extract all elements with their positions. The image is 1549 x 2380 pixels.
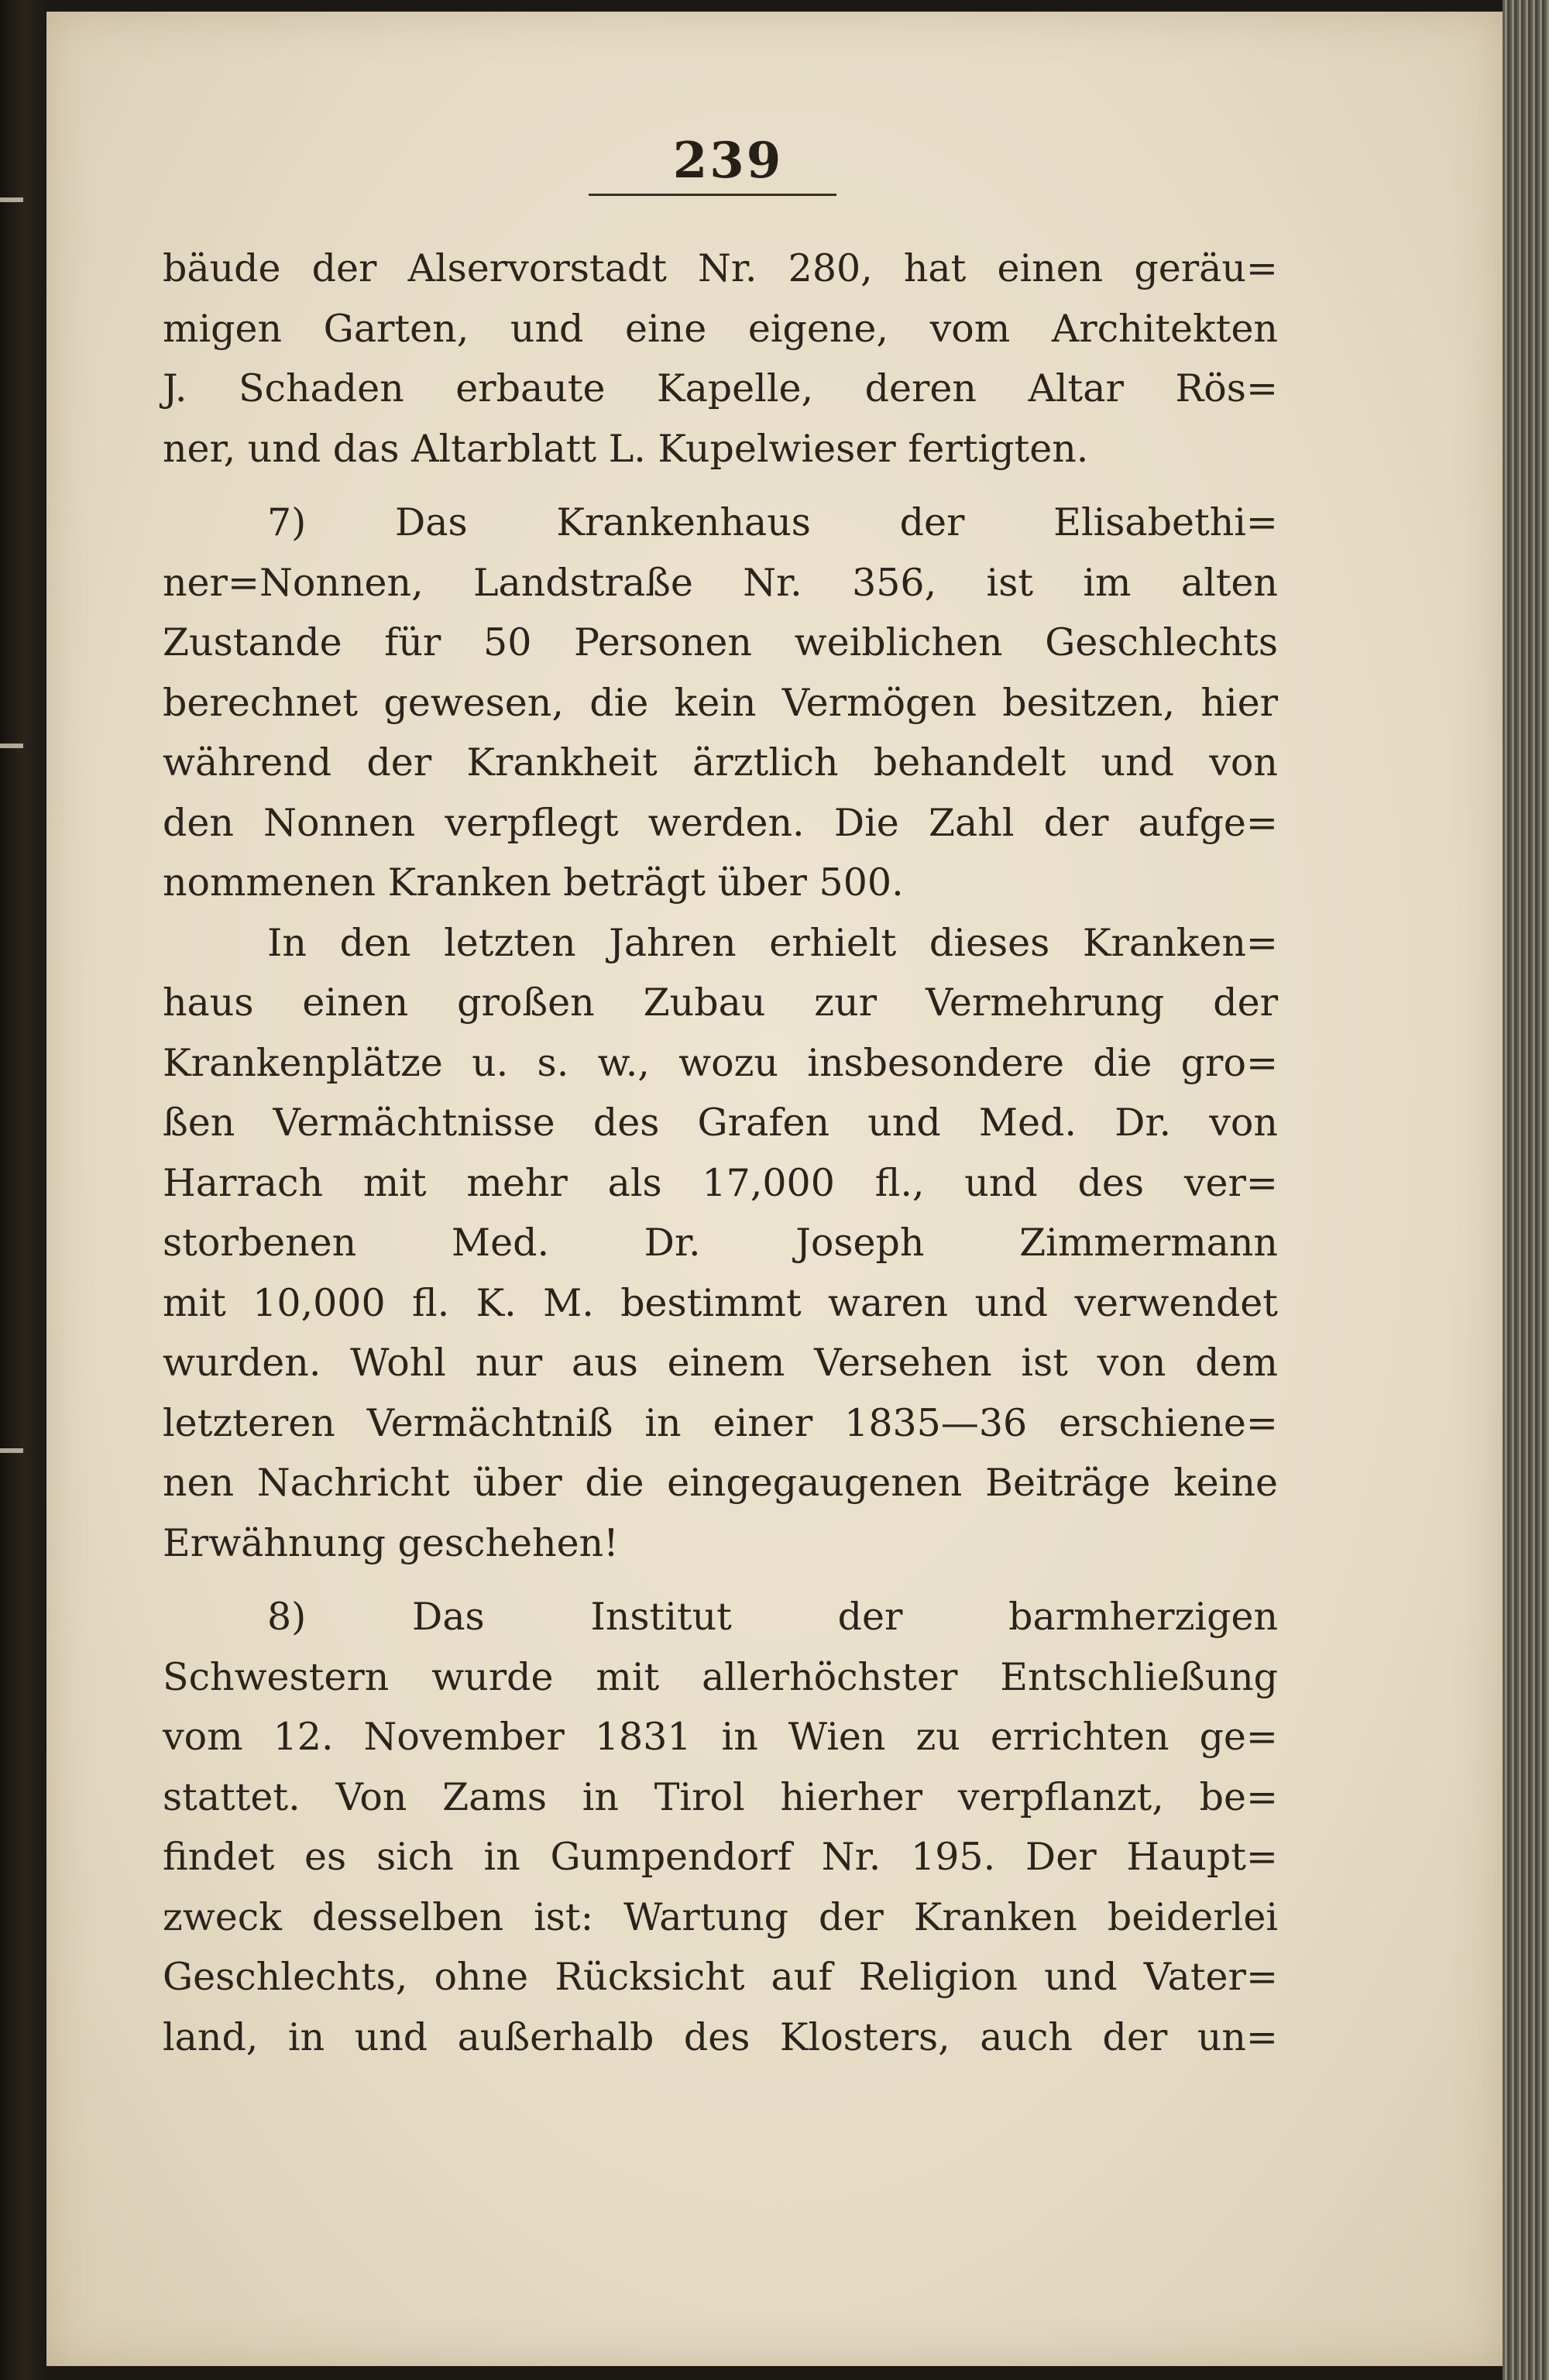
binding-thread <box>0 197 23 202</box>
text-line: Geschlechts, ohne Rücksicht auf Religion und Vater= <box>163 1955 1278 1999</box>
text-line: wurden. Wohl nur aus einem Versehen ist von dem <box>163 1341 1278 1385</box>
binding-thread <box>0 744 23 748</box>
text-line: findet es sich in Gumpendorf Nr. 195. Der Haupt= <box>163 1835 1278 1879</box>
page-edge <box>1503 0 1549 2380</box>
text-line: stattet. Von Zams in Tirol hierher verpflanzt, be= <box>163 1774 1278 1819</box>
text-line: Krankenplätze u. s. w., wozu insbesondere die gro= <box>163 1040 1278 1085</box>
text-line: vom 12. November 1831 in Wien zu errichten ge= <box>163 1715 1278 1759</box>
text-line: den Nonnen verpflegt werden. Die Zahl der aufge= <box>163 800 1278 845</box>
text-line: Zustande für 50 Personen weiblichen Geschlechts <box>163 620 1278 665</box>
text-line: Schwestern wurde mit allerhöchster Entschließung <box>163 1654 1278 1699</box>
paragraph <box>163 913 1278 1574</box>
body-text <box>163 239 1278 2067</box>
text-line: nommenen Kranken beträgt über 500. <box>163 860 904 905</box>
text-line: letzteren Vermächtniß in einer 1835—36 erschiene= <box>163 1400 1278 1445</box>
text-line: mit 10,000 fl. K. M. bestimmt waren und verwendet <box>163 1280 1278 1325</box>
text-line: J. Schaden erbaute Kapelle, deren Altar Rös= <box>163 366 1278 410</box>
text-line: nen Nachricht über die eingegaugenen Beiträge keine <box>163 1461 1278 1505</box>
text-line: In den letzten Jahren erhielt dieses Kranken= <box>267 920 1278 965</box>
text-line: storbenen Med. Dr. Joseph Zimmermann <box>163 1221 1278 1265</box>
text-line: berechnet gewesen, die kein Vermögen besitzen, hier <box>163 680 1278 725</box>
text-line: migen Garten, und eine eigene, vom Architekten <box>163 306 1278 351</box>
text-line: 8) Das Institut der barmherzigen <box>267 1595 1278 1639</box>
paragraph <box>163 1587 1278 2067</box>
text-line: haus einen großen Zubau zur Vermehrung der <box>163 981 1278 1025</box>
binding-thread <box>0 1448 23 1453</box>
text-line: 7) Das Krankenhaus der Elisabethi= <box>267 500 1278 544</box>
text-line: ner, und das Altarblatt L. Kupelwieser fertigten. <box>163 426 1089 471</box>
text-line: zweck desselben ist: Wartung der Kranken beiderlei <box>163 1894 1278 1939</box>
paragraph <box>163 239 1278 479</box>
text-line: ßen Vermächtnisse des Grafen und Med. Dr. von <box>163 1101 1278 1145</box>
text-line: Erwähnung geschehen! <box>163 1520 619 1565</box>
text-line: Harrach mit mehr als 17,000 fl., und des ver= <box>163 1160 1278 1205</box>
text-line: während der Krankheit ärztlich behandelt und von <box>163 740 1278 785</box>
text-line: ner=Nonnen, Landstraße Nr. 356, ist im alten <box>163 560 1278 605</box>
paragraph <box>163 493 1278 913</box>
header-rule <box>589 194 836 196</box>
page-number: 239 <box>672 132 784 190</box>
text-line: bäude der Alservorstadt Nr. 280, hat einen geräu= <box>163 246 1278 290</box>
text-line: land, in und außerhalb des Klosters, auch der un= <box>163 2014 1278 2059</box>
